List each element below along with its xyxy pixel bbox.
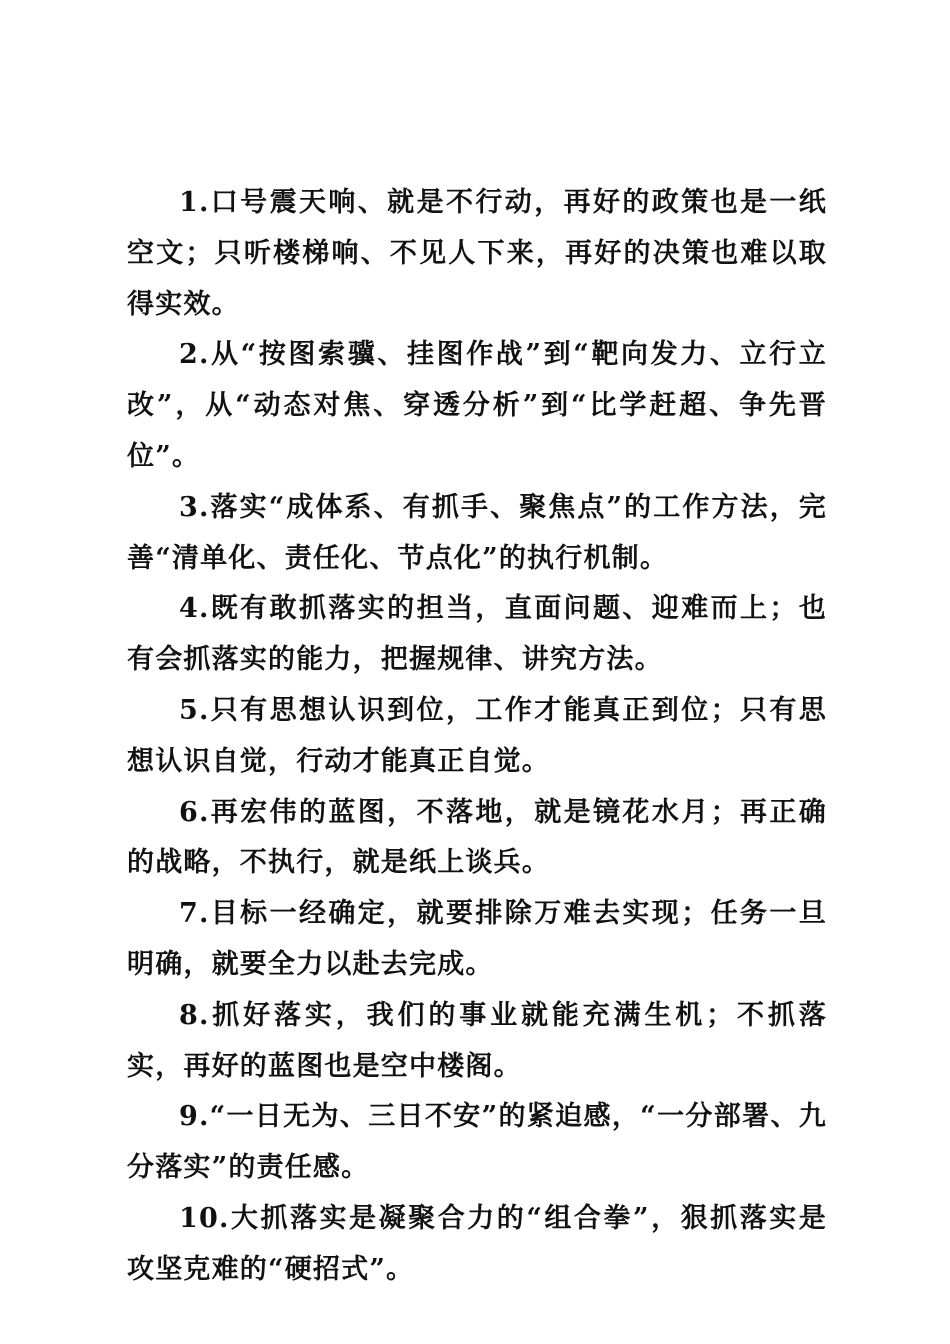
paragraph-9: 9.“一日无为、三日不安”的紧迫感，“一分部署、九分落实”的责任感。	[127, 1101, 827, 1184]
document-body	[127, 178, 827, 1296]
paragraph-2: 2.从“按图索骥、挂图作战”到“靶向发力、立行立改”，从“动态对焦、穿透分析”到“比学赶超、争先晋位”。	[127, 339, 827, 472]
paragraph-7: 7.目标一经确定，就要排除万难去实现；任务一旦明确，就要全力以赴去完成。	[127, 898, 827, 980]
paragraph-10: 10.大抓落实是凝聚合力的“组合拳”，狠抓落实是攻坚克难的“硬招式”。	[127, 1202, 827, 1285]
paragraph-3: 3.落实“成体系、有抓手、聚焦点”的工作方法，完善“清单化、责任化、节点化”的执行机制。	[127, 491, 827, 574]
paragraph-1: 1.口号震天响、就是不行动，再好的政策也是一纸空文；只听楼梯响、不见人下来，再好的决策也难以取得实效。	[127, 187, 827, 320]
paragraph-6: 6.再宏伟的蓝图，不落地，就是镜花水月；再正确的战略，不执行，就是纸上谈兵。	[127, 796, 827, 879]
paragraph-4: 4.既有敢抓落实的担当，直面问题、迎难而上；也有会抓落实的能力，把握规律、讲究方法。	[127, 593, 827, 676]
paragraph-8: 8.抓好落实，我们的事业就能充满生机；不抓落实，再好的蓝图也是空中楼阁。	[127, 999, 827, 1082]
paragraph-5: 5.只有思想认识到位，工作才能真正到位；只有思想认识自觉，行动才能真正自觉。	[127, 694, 827, 777]
